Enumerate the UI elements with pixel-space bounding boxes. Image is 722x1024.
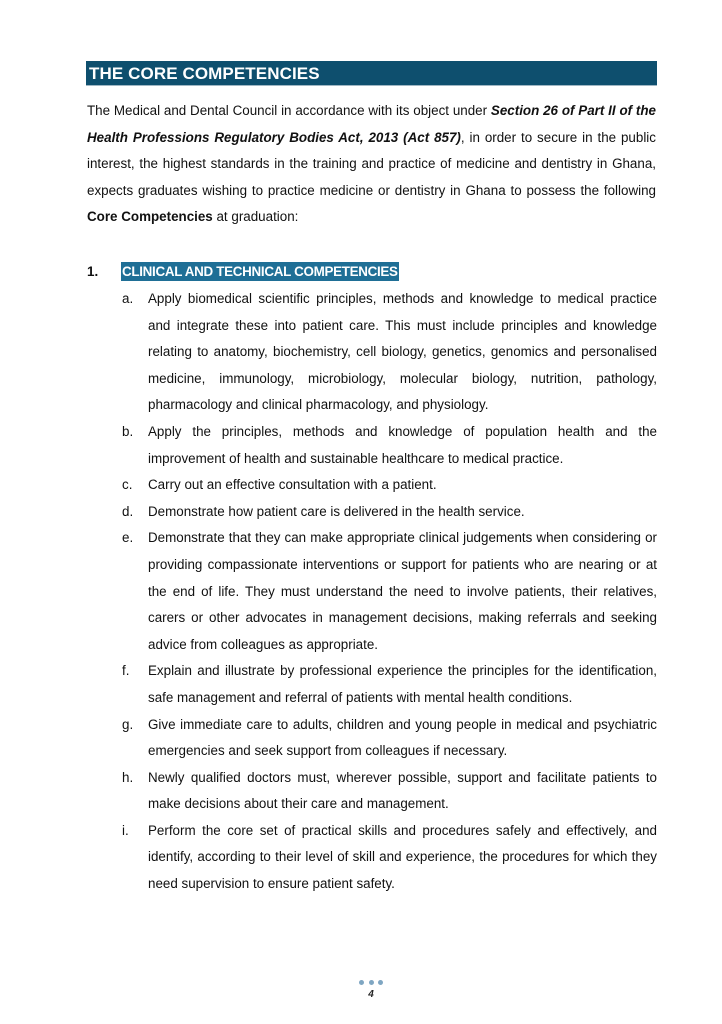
list-item	[87, 765, 657, 818]
section-title: THE CORE COMPETENCIES	[89, 64, 320, 83]
intro-paragraph	[87, 98, 656, 231]
footer-dot	[359, 980, 364, 985]
list-item-text: Carry out an effective consultation with a patient.	[148, 477, 437, 493]
list-item-letter: b.	[122, 423, 134, 439]
list-item-text: Apply the principles, methods and knowledge of population health and the improvement of health and sustainable healthcare to medical practice.	[148, 423, 657, 466]
section-banner	[86, 61, 657, 86]
list-item-text: Demonstrate that they can make appropriate clinical judgements when considering or providing compassionate interventions or support for patients who are nearing or at the end of life. They must understand the need to involve patients, their relatives, carers or other advocates in management decisions, making referrals and seeking advice from colleagues as appropriate.	[148, 530, 657, 652]
list-item-letter: c.	[122, 477, 133, 493]
list-item-letter: i.	[122, 822, 129, 838]
footer-dot	[369, 980, 374, 985]
intro-core-competencies: Core Competencies	[87, 209, 213, 225]
list-item-letter: h.	[122, 769, 134, 785]
list-item-text: Give immediate care to adults, children and young people in medical and psychiatric emergencies and seek support from colleagues if necessary.	[148, 716, 657, 759]
list-item-letter: d.	[122, 503, 134, 519]
list-item-text: Demonstrate how patient care is delivered in the health service.	[148, 503, 525, 519]
list-item	[87, 525, 657, 658]
list-item	[87, 818, 657, 898]
intro-text-part3: at graduation:	[212, 209, 299, 225]
competency-number: 1.	[87, 264, 99, 279]
footer-dot	[378, 980, 383, 985]
list-item-letter: g.	[122, 716, 134, 732]
list-item	[87, 712, 657, 765]
intro-text-part2: , in order to secure in the public interest, the highest standards in the training and practice of medicine and dentistry in Ghana, expects graduates wishing to practice medicine or dentistry in Ghana to possess the following	[87, 129, 656, 198]
competency-list	[87, 286, 657, 898]
footer-dots-ornament	[359, 980, 383, 986]
list-item-letter: e.	[122, 530, 134, 546]
list-item-text: Explain and illustrate by professional experience the principles for the identification, safe management and referral of patients with mental health conditions.	[148, 663, 657, 705]
page-number: 4	[368, 989, 374, 1000]
list-item-letter: a.	[122, 291, 134, 306]
intro-text-part1: The Medical and Dental Council in accordance with its object under	[87, 103, 491, 118]
intro-act-reference: Section 26 of Part II of the Health Professions Regulatory Bodies Act, 2013 (Act 857)	[87, 103, 657, 145]
list-item	[87, 658, 657, 711]
competency-heading	[87, 262, 657, 282]
list-item	[87, 419, 657, 472]
list-item-letter: f.	[122, 663, 130, 679]
list-item-text: Perform the core set of practical skills and procedures safely and effectively, and identify, according to their level of skill and experience, the procedures for which they need supervision to ensure patient safety.	[148, 822, 657, 892]
list-item	[87, 499, 657, 526]
list-item	[87, 472, 657, 499]
competency-title: CLINICAL AND TECHNICAL COMPETENCIES	[122, 264, 398, 279]
list-item-text: Newly qualified doctors must, wherever possible, support and facilitate patients to make decisions about their care and management.	[148, 769, 657, 812]
list-item-text: Apply biomedical scientific principles, methods and knowledge to medical practice and integrate these into patient care. This must include principles and knowledge relating to anatomy, biochemistry, cell biology, genetics, genomics and personalised medicine, immunology, microbiology, molecular biology, nutrition, pathology, pharmacology and clinical pharmacology, and physiology.	[148, 291, 657, 413]
list-item	[87, 286, 657, 419]
